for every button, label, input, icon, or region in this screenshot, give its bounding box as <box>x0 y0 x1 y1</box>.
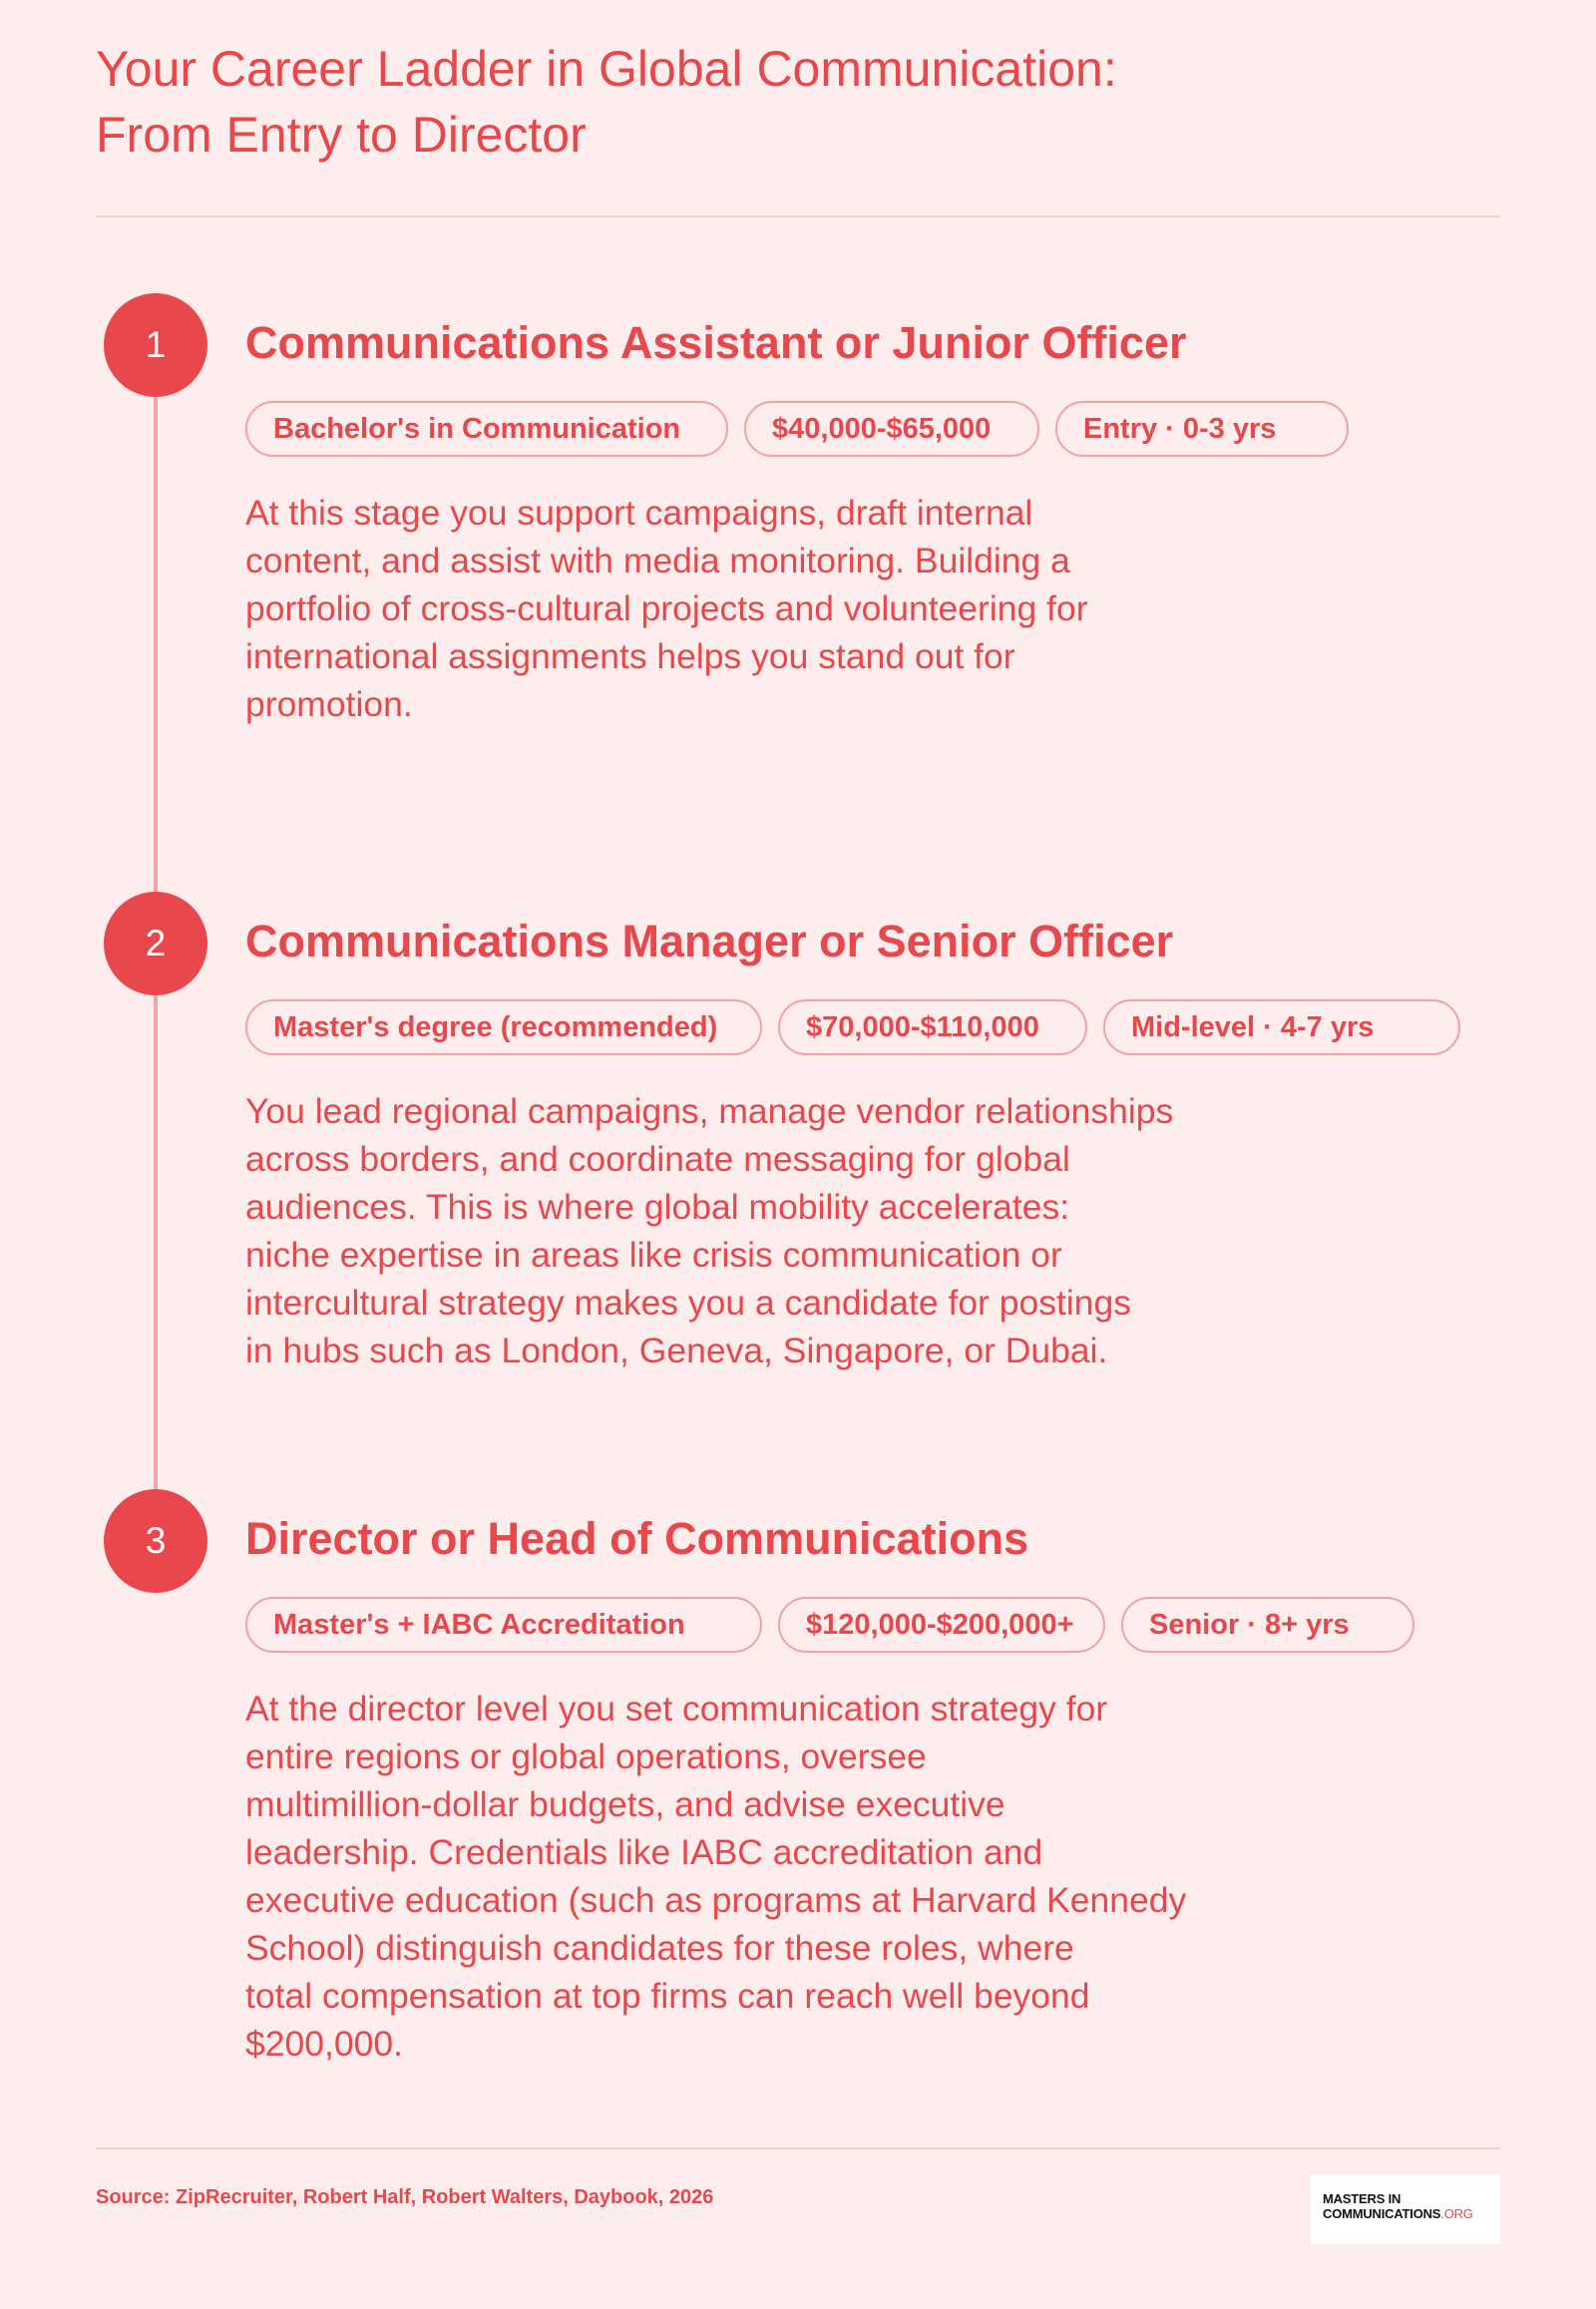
description-line: intercultural strategy makes you a candidate for postings <box>245 1283 1131 1323</box>
description-line: audiences. This is where global mobility accelerates: <box>245 1187 1070 1227</box>
bottom-divider <box>96 2147 1500 2149</box>
step-tags <box>245 999 1460 1055</box>
education-pill: Bachelor's in Communication <box>245 401 728 457</box>
step-tags <box>245 401 1349 457</box>
description-line: niche expertise in areas like crisis communication or <box>245 1235 1062 1275</box>
description-line: At this stage you support campaigns, draft internal <box>245 493 1033 533</box>
description-line: executive education (such as programs at Harvard Kennedy <box>245 1880 1187 1920</box>
salary-pill: $40,000-$65,000 <box>744 401 1039 457</box>
step-number-badge: 1 <box>104 293 207 397</box>
source-citation: Source: ZipRecruiter, Robert Half, Robert Walters, Daybook, 2026 <box>96 2186 714 2208</box>
description-line: promotion. <box>245 684 413 724</box>
step-description <box>245 1087 1173 1374</box>
step-tags <box>245 1597 1414 1653</box>
description-line: entire regions or global operations, oversee <box>245 1736 927 1776</box>
experience-pill: Mid-level · 4-7 yrs <box>1103 999 1460 1055</box>
description-line: across borders, and coordinate messaging for global <box>245 1139 1070 1179</box>
logo-text-suffix: .ORG <box>1440 2206 1473 2221</box>
step-title: Communications Manager or Senior Officer <box>245 916 1174 966</box>
description-line: portfolio of cross-cultural projects and volunteering for <box>245 588 1088 628</box>
top-divider <box>96 215 1500 217</box>
experience-pill: Senior · 8+ yrs <box>1121 1597 1414 1653</box>
description-line: multimillion-dollar budgets, and advise executive <box>245 1784 1005 1824</box>
description-line: content, and assist with media monitoring. Building a <box>245 541 1070 580</box>
experience-pill: Entry · 0-3 yrs <box>1055 401 1349 457</box>
description-line: You lead regional campaigns, manage vendor relationships <box>245 1091 1174 1131</box>
education-pill: Master's + IABC Accreditation <box>245 1597 762 1653</box>
description-line: in hubs such as London, Geneva, Singapore, or Dubai. <box>245 1331 1108 1370</box>
logo-text-name: COMMUNICATIONS <box>1323 2206 1441 2221</box>
title-line-1: Your Career Ladder in Global Communication: <box>96 41 1117 97</box>
step-number-badge: 3 <box>104 1489 207 1593</box>
description-line: At the director level you set communication strategy for <box>245 1689 1108 1729</box>
education-pill: Master's degree (recommended) <box>245 999 762 1055</box>
title-line-2: From Entry to Director <box>96 107 587 163</box>
logo-text-line-2 <box>1323 2206 1500 2221</box>
description-line: total compensation at top firms can reach well beyond <box>245 1976 1090 2016</box>
description-line: School) distinguish candidates for these roles, where <box>245 1928 1074 1968</box>
step-description <box>245 1685 1186 2068</box>
page-title <box>96 36 1492 168</box>
step-title: Communications Assistant or Junior Officer <box>245 317 1187 368</box>
step-number-badge: 2 <box>104 892 207 995</box>
salary-pill: $120,000-$200,000+ <box>778 1597 1105 1653</box>
description-line: international assignments helps you stand out for <box>245 636 1015 676</box>
site-logo <box>1311 2174 1500 2244</box>
step-description <box>245 489 1088 728</box>
step-title: Director or Head of Communications <box>245 1513 1029 1564</box>
description-line: $200,000. <box>245 2024 403 2064</box>
salary-pill: $70,000-$110,000 <box>778 999 1087 1055</box>
logo-text-line-1: MASTERS IN <box>1323 2191 1401 2206</box>
description-line: leadership. Credentials like IABC accreditation and <box>245 1832 1043 1872</box>
